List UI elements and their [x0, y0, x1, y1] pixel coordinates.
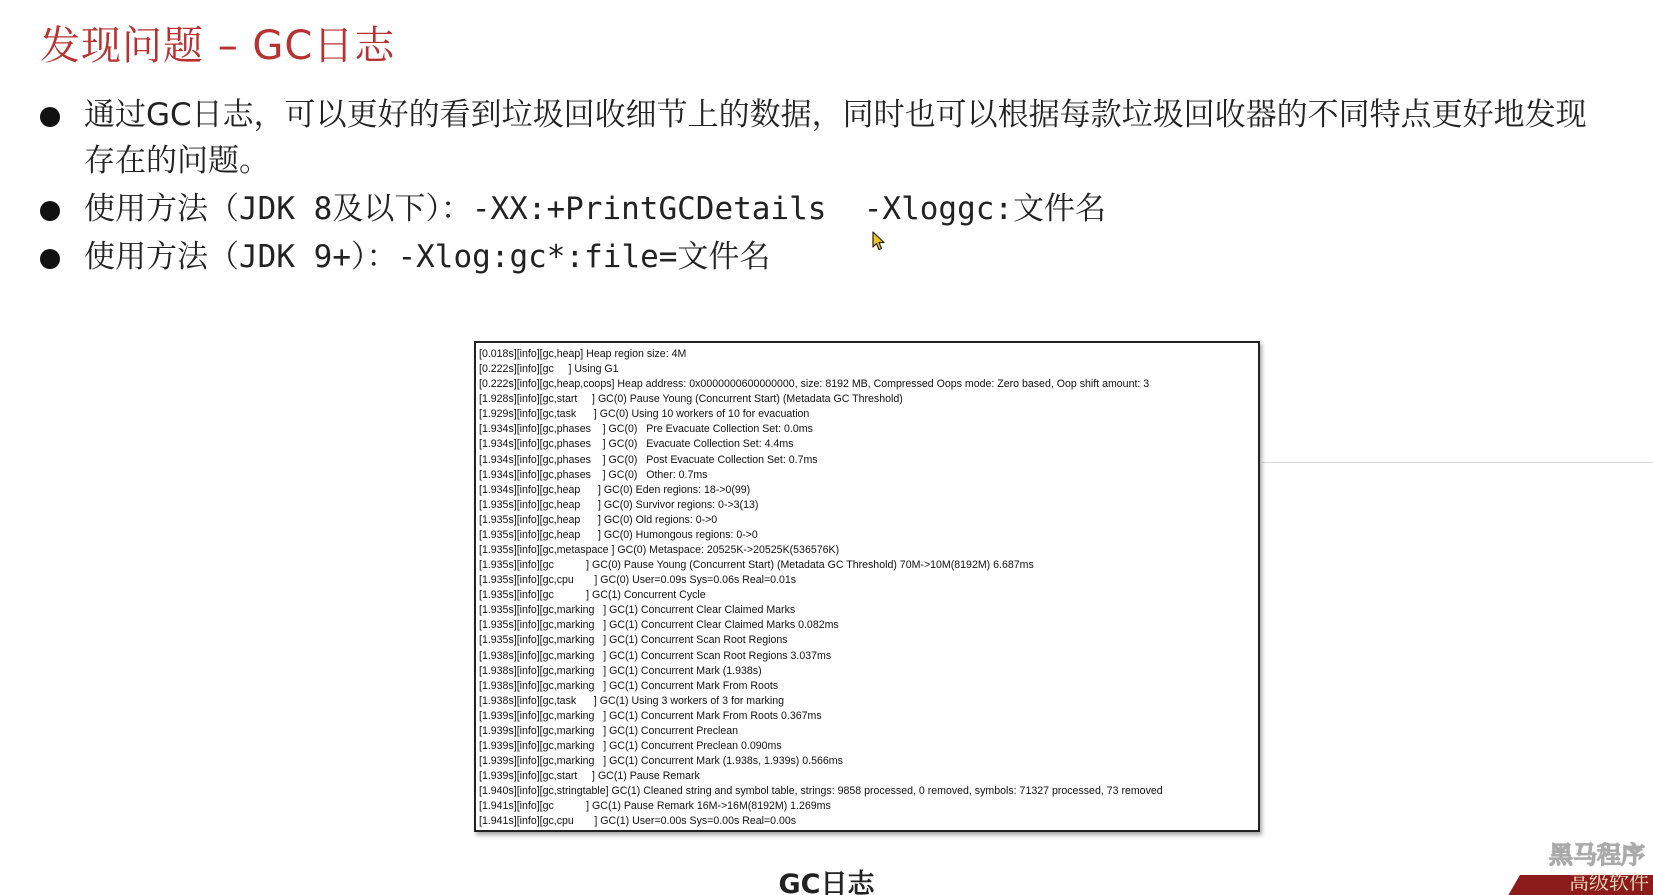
log-line: [1.935s][info][gc,marking ] GC(1) Concurrent Clear Claimed Marks	[479, 604, 796, 617]
bullet-text: 使用方法（JDK 8及以下）：-XX:+PrintGCDetails -Xloggc:文件名	[84, 191, 1107, 227]
log-line: [1.941s][info][gc,cpu ] GC(1) User=0.00s Sys=0.00s Real=0.00s	[479, 815, 797, 828]
log-line: [1.938s][info][gc,task ] GC(1) Using 3 workers of 3 for marking	[479, 694, 784, 707]
log-line: [1.939s][info][gc,marking ] GC(1) Concurrent Preclean 0.090ms	[479, 740, 782, 753]
log-line: [1.934s][info][gc,heap ] GC(0) Eden regions: 18->0(99)	[479, 483, 751, 496]
log-line: [1.935s][info][gc,marking ] GC(1) Concurrent Scan Root Regions	[479, 634, 788, 647]
log-line: [0.018s][info][gc,heap] Heap region size: 4M	[479, 348, 687, 360]
log-line: [1.934s][info][gc,phases ] GC(0) Pre Evacuate Collection Set: 0.0ms	[479, 423, 813, 436]
mouse-cursor-icon	[872, 231, 886, 251]
log-line: [1.939s][info][gc,marking ] GC(1) Concurrent Mark From Roots 0.367ms	[479, 709, 822, 722]
log-line: [1.934s][info][gc,phases ] GC(0) Evacuate Collection Set: 4.4ms	[479, 438, 794, 451]
log-line: [1.939s][info][gc,marking ] GC(1) Concurrent Mark (1.938s, 1.939s) 0.566ms	[479, 755, 843, 768]
log-line: [1.935s][info][gc,metaspace ] GC(0) Metaspace: 20525K->20525K(536576K)	[479, 544, 840, 557]
log-line: [1.935s][info][gc,heap ] GC(0) Humongous regions: 0->0	[479, 528, 758, 541]
bullet-item	[40, 234, 1620, 280]
log-line: [1.938s][info][gc,marking ] GC(1) Concurrent Mark From Roots	[479, 679, 779, 692]
log-line: [1.940s][info][gc,stringtable] GC(1) Cleaned string and symbol table, strings: 9858 processed, 0 removed, symbols: 71327 processed, 73 removed	[479, 785, 1163, 798]
log-line: [1.935s][info][gc,heap ] GC(0) Survivor regions: 0->3(13)	[479, 498, 759, 511]
log-line: [1.935s][info][gc,marking ] GC(1) Concurrent Clear Claimed Marks 0.082ms	[479, 619, 839, 632]
bullet-dot-icon	[40, 107, 60, 127]
logo-band-text: 高级软件	[1569, 870, 1649, 894]
bullet-text: 通过GC日志，可以更好的看到垃圾回收细节上的数据，同时也可以根据每款垃圾回收器的不同特点更好地发现存在的问题。	[84, 97, 1587, 179]
log-line: [1.938s][info][gc,marking ] GC(1) Concurrent Mark (1.938s)	[479, 664, 762, 677]
slide-title: 发现问题 – GC日志	[40, 23, 396, 69]
bullet-item	[40, 186, 1620, 232]
log-line: [1.935s][info][gc ] GC(0) Pause Young (Concurrent Start) (Metadata GC Threshold) 70M->10M(8192M) 6.687ms	[479, 559, 1034, 572]
log-line: [0.222s][info][gc ] Using G1	[479, 363, 619, 376]
log-line: [1.934s][info][gc,phases ] GC(0) Post Evacuate Collection Set: 0.7ms	[479, 453, 818, 466]
logo-watermark: 黑马程序	[1549, 841, 1645, 869]
log-line: [1.935s][info][gc,cpu ] GC(0) User=0.09s Sys=0.06s Real=0.01s	[479, 574, 797, 587]
log-line: [1.928s][info][gc,start ] GC(0) Pause Young (Concurrent Start) (Metadata GC Threshold)	[479, 393, 903, 406]
log-line: [0.222s][info][gc,heap,coops] Heap address: 0x0000000600000000, size: 8192 MB, Compressed Oops mode: Zero based, Oop shift amount: 3	[479, 378, 1150, 391]
bullet-item	[40, 92, 1620, 184]
bullet-text: 使用方法（JDK 9+）：-Xlog:gc*:file=文件名	[84, 239, 771, 275]
log-line: [1.929s][info][gc,task ] GC(0) Using 10 workers of 10 for evacuation	[479, 408, 810, 421]
gc-log-panel	[474, 341, 1260, 832]
log-line: [1.935s][info][gc,heap ] GC(0) Old regions: 0->0	[479, 513, 718, 526]
log-line: [1.941s][info][gc ] GC(1) Pause Remark 16M->16M(8192M) 1.269ms	[479, 800, 831, 813]
figure-caption: GC日志	[778, 869, 875, 895]
bullet-dot-icon	[40, 201, 60, 221]
log-line: [1.935s][info][gc ] GC(1) Concurrent Cycle	[479, 589, 706, 602]
divider-line	[1262, 462, 1653, 463]
bullet-list	[40, 92, 1620, 282]
brand-logo	[1503, 835, 1653, 895]
log-line: [1.934s][info][gc,phases ] GC(0) Other: 0.7ms	[479, 468, 708, 481]
log-line: [1.939s][info][gc,marking ] GC(1) Concurrent Preclean	[479, 724, 739, 737]
bullet-dot-icon	[40, 249, 60, 269]
log-line: [1.939s][info][gc,start ] GC(1) Pause Remark	[479, 770, 700, 783]
log-line: [1.938s][info][gc,marking ] GC(1) Concurrent Scan Root Regions 3.037ms	[479, 649, 832, 662]
